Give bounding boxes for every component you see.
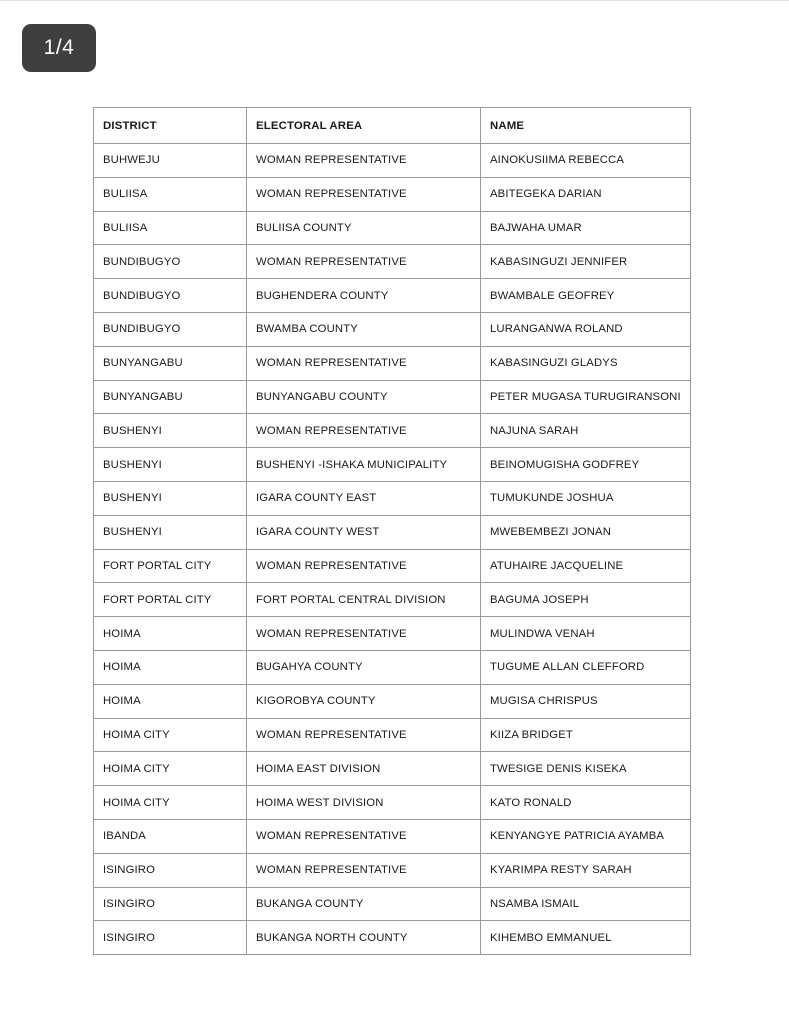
cell-name: ABITEGEKA DARIAN: [481, 177, 691, 211]
table-row: [94, 448, 691, 482]
cell-name: AINOKUSIIMA REBECCA: [481, 144, 691, 178]
cell-electoral-area: WOMAN REPRESENTATIVE: [247, 177, 481, 211]
cell-name: LURANGANWA ROLAND: [481, 312, 691, 346]
table-row: [94, 752, 691, 786]
cell-name: ATUHAIRE JACQUELINE: [481, 549, 691, 583]
cell-name: BWAMBALE GEOFREY: [481, 279, 691, 313]
cell-electoral-area: BUSHENYI -ISHAKA MUNICIPALITY: [247, 448, 481, 482]
table-row: [94, 921, 691, 955]
candidates-table: [93, 107, 691, 955]
cell-district: ISINGIRO: [94, 921, 247, 955]
cell-name: BAJWAHA UMAR: [481, 211, 691, 245]
cell-electoral-area: WOMAN REPRESENTATIVE: [247, 617, 481, 651]
cell-electoral-area: WOMAN REPRESENTATIVE: [247, 245, 481, 279]
cell-name: NAJUNA SARAH: [481, 414, 691, 448]
cell-electoral-area: BUKANGA COUNTY: [247, 887, 481, 921]
cell-electoral-area: WOMAN REPRESENTATIVE: [247, 346, 481, 380]
cell-district: FORT PORTAL CITY: [94, 583, 247, 617]
cell-electoral-area: WOMAN REPRESENTATIVE: [247, 718, 481, 752]
table-row: [94, 144, 691, 178]
table-row: [94, 887, 691, 921]
table-row: [94, 549, 691, 583]
cell-electoral-area: BUNYANGABU COUNTY: [247, 380, 481, 414]
cell-electoral-area: FORT PORTAL CENTRAL DIVISION: [247, 583, 481, 617]
cell-electoral-area: HOIMA WEST DIVISION: [247, 786, 481, 820]
cell-district: BUNDIBUGYO: [94, 312, 247, 346]
table-row: [94, 245, 691, 279]
cell-name: TWESIGE DENIS KISEKA: [481, 752, 691, 786]
cell-district: HOIMA CITY: [94, 718, 247, 752]
cell-electoral-area: KIGOROBYA COUNTY: [247, 684, 481, 718]
cell-electoral-area: WOMAN REPRESENTATIVE: [247, 414, 481, 448]
table-header-row: [94, 108, 691, 144]
cell-name: KENYANGYE PATRICIA AYAMBA: [481, 819, 691, 853]
cell-district: IBANDA: [94, 819, 247, 853]
cell-district: BUHWEJU: [94, 144, 247, 178]
cell-electoral-area: WOMAN REPRESENTATIVE: [247, 819, 481, 853]
table-row: [94, 481, 691, 515]
cell-electoral-area: BUGAHYA COUNTY: [247, 650, 481, 684]
cell-electoral-area: WOMAN REPRESENTATIVE: [247, 853, 481, 887]
cell-name: KIIZA BRIDGET: [481, 718, 691, 752]
column-header-name: NAME: [481, 108, 691, 144]
cell-district: BUNDIBUGYO: [94, 245, 247, 279]
cell-name: KIHEMBO EMMANUEL: [481, 921, 691, 955]
cell-electoral-area: HOIMA EAST DIVISION: [247, 752, 481, 786]
table-row: [94, 346, 691, 380]
cell-name: BEINOMUGISHA GODFREY: [481, 448, 691, 482]
cell-electoral-area: BWAMBA COUNTY: [247, 312, 481, 346]
cell-name: KYARIMPA RESTY SARAH: [481, 853, 691, 887]
table-row: [94, 786, 691, 820]
table-row: [94, 718, 691, 752]
cell-district: BUSHENYI: [94, 481, 247, 515]
cell-electoral-area: BUGHENDERA COUNTY: [247, 279, 481, 313]
document-table-container: [93, 107, 690, 955]
cell-district: HOIMA: [94, 617, 247, 651]
top-divider: [0, 0, 789, 1]
table-row: [94, 515, 691, 549]
column-header-electoral-area: ELECTORAL AREA: [247, 108, 481, 144]
cell-electoral-area: BUKANGA NORTH COUNTY: [247, 921, 481, 955]
cell-name: NSAMBA ISMAIL: [481, 887, 691, 921]
cell-name: MWEBEMBEZI JONAN: [481, 515, 691, 549]
table-row: [94, 380, 691, 414]
table-row: [94, 650, 691, 684]
cell-name: PETER MUGASA TURUGIRANSONI: [481, 380, 691, 414]
cell-name: KABASINGUZI GLADYS: [481, 346, 691, 380]
cell-district: BUNDIBUGYO: [94, 279, 247, 313]
cell-district: BULIISA: [94, 177, 247, 211]
cell-district: BUSHENYI: [94, 515, 247, 549]
page-indicator-badge: 1/4: [22, 24, 96, 72]
cell-electoral-area: WOMAN REPRESENTATIVE: [247, 549, 481, 583]
cell-name: MULINDWA VENAH: [481, 617, 691, 651]
cell-district: ISINGIRO: [94, 853, 247, 887]
cell-name: TUGUME ALLAN CLEFFORD: [481, 650, 691, 684]
table-row: [94, 279, 691, 313]
cell-electoral-area: BULIISA COUNTY: [247, 211, 481, 245]
cell-name: KABASINGUZI JENNIFER: [481, 245, 691, 279]
cell-electoral-area: IGARA COUNTY WEST: [247, 515, 481, 549]
table-body: [94, 144, 691, 955]
cell-district: HOIMA: [94, 684, 247, 718]
table-row: [94, 853, 691, 887]
table-row: [94, 211, 691, 245]
cell-name: MUGISA CHRISPUS: [481, 684, 691, 718]
cell-district: HOIMA: [94, 650, 247, 684]
cell-name: TUMUKUNDE JOSHUA: [481, 481, 691, 515]
table-row: [94, 819, 691, 853]
cell-district: FORT PORTAL CITY: [94, 549, 247, 583]
cell-name: BAGUMA JOSEPH: [481, 583, 691, 617]
cell-district: BUSHENYI: [94, 448, 247, 482]
cell-electoral-area: IGARA COUNTY EAST: [247, 481, 481, 515]
cell-district: ISINGIRO: [94, 887, 247, 921]
column-header-district: DISTRICT: [94, 108, 247, 144]
table-row: [94, 414, 691, 448]
cell-district: BULIISA: [94, 211, 247, 245]
cell-name: KATO RONALD: [481, 786, 691, 820]
table-row: [94, 684, 691, 718]
cell-district: BUNYANGABU: [94, 380, 247, 414]
table-row: [94, 177, 691, 211]
table-row: [94, 312, 691, 346]
cell-electoral-area: WOMAN REPRESENTATIVE: [247, 144, 481, 178]
cell-district: HOIMA CITY: [94, 752, 247, 786]
table-row: [94, 583, 691, 617]
cell-district: HOIMA CITY: [94, 786, 247, 820]
cell-district: BUNYANGABU: [94, 346, 247, 380]
table-row: [94, 617, 691, 651]
cell-district: BUSHENYI: [94, 414, 247, 448]
